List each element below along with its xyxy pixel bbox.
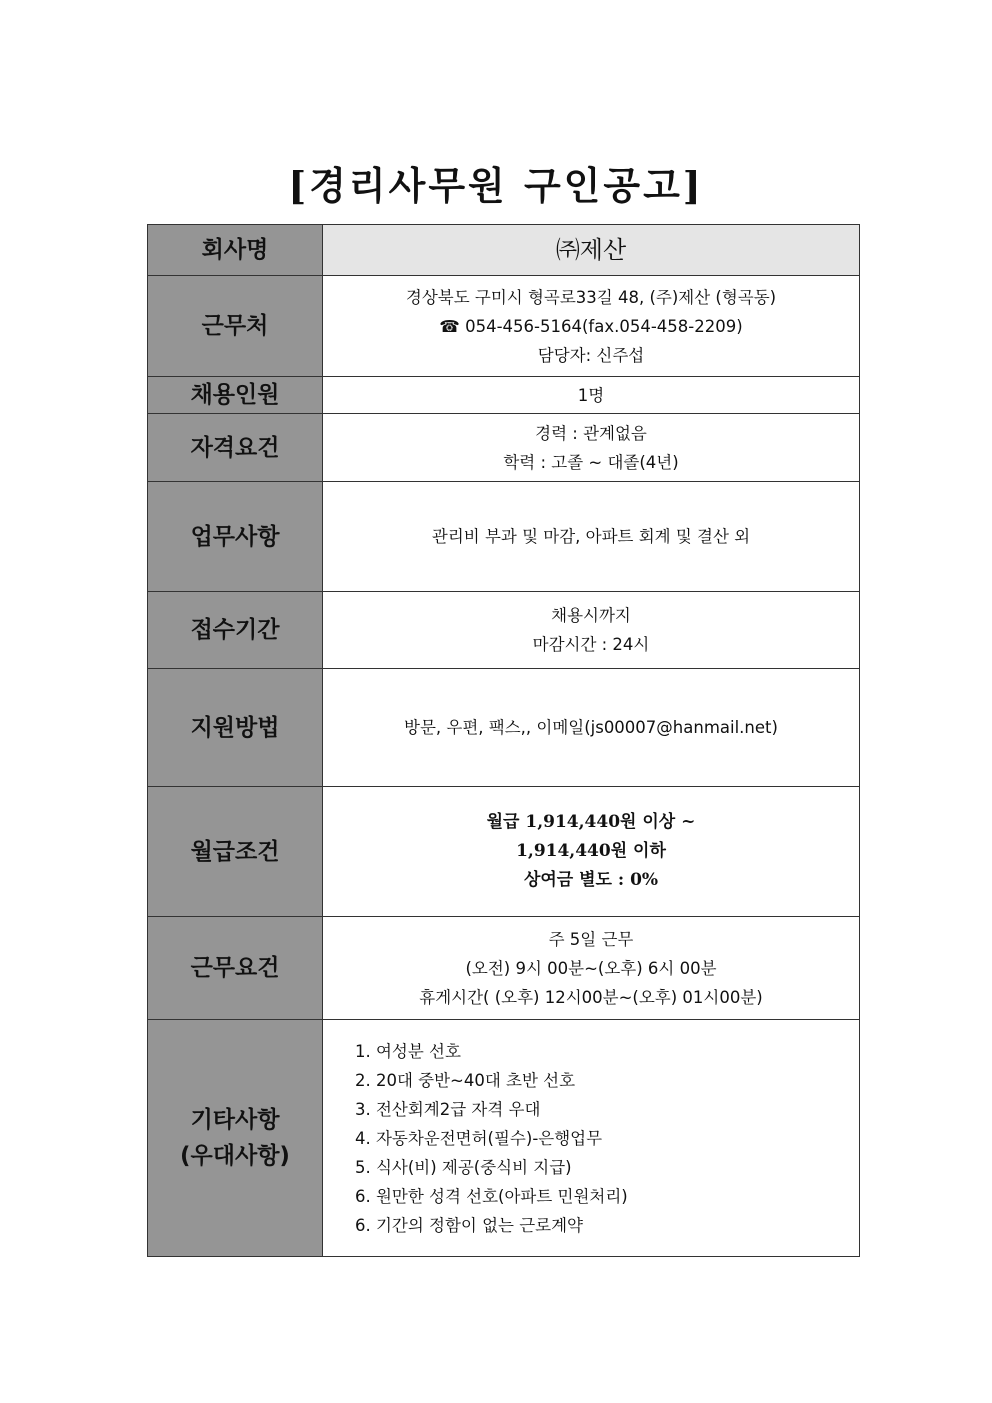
workplace-phone-line — [323, 312, 859, 341]
list-item: 3. 전산회계2급 자격 우대 — [355, 1099, 541, 1119]
value-period — [323, 592, 860, 669]
value-qualification — [323, 414, 860, 482]
label-conditions: 근무요건 — [148, 917, 323, 1020]
period-until: 채용시까지 — [551, 606, 631, 625]
salary-line3: 상여금 별도 : 0% — [523, 870, 659, 890]
qualification-career: 경력 : 관계없음 — [535, 423, 647, 443]
label-salary: 월급조건 — [148, 787, 323, 917]
conditions-line1: 주 5일 근무 — [548, 929, 634, 949]
row-period — [148, 592, 860, 669]
label-etc — [148, 1020, 323, 1257]
label-etc-2: (우대사항) — [180, 1143, 290, 1169]
list-item: 2. 20대 중반~40대 초반 선호 — [355, 1070, 576, 1090]
row-workplace — [148, 276, 860, 377]
row-headcount — [148, 377, 860, 414]
list-item: 6. 원만한 성격 선호(아파트 민원처리) — [355, 1186, 628, 1206]
conditions-line2: (오전) 9시 00분~(오후) 6시 00분 — [465, 958, 717, 978]
value-company: ㈜제산 — [323, 225, 860, 276]
value-etc — [323, 1020, 860, 1257]
value-conditions — [323, 917, 860, 1020]
value-headcount: 1명 — [323, 377, 860, 414]
telephone-icon: ☎ — [439, 316, 460, 336]
qualification-education: 학력 : 고졸 ~ 대졸(4년) — [503, 452, 679, 472]
value-salary — [323, 787, 860, 917]
period-deadline: 마감시간 : 24시 — [532, 635, 650, 654]
value-duties: 관리비 부과 및 마감, 아파트 회계 및 결산 외 — [323, 482, 860, 592]
list-item: 1. 여성분 선호 — [355, 1041, 461, 1061]
list-item: 6. 기간의 정함이 없는 근로계약 — [355, 1215, 583, 1235]
row-method — [148, 669, 860, 787]
label-company: 회사명 — [148, 225, 323, 276]
row-duties — [148, 482, 860, 592]
workplace-contact: 담당자: 신주섭 — [537, 345, 645, 365]
workplace-phone: 054-456-5164(fax.054-458-2209) — [465, 316, 743, 336]
conditions-line3: 휴게시간( (오후) 12시00분~(오후) 01시00분) — [419, 987, 763, 1007]
row-salary — [148, 787, 860, 917]
label-duties: 업무사항 — [148, 482, 323, 592]
list-item: 5. 식사(비) 제공(중식비 지급) — [355, 1157, 572, 1177]
row-company — [148, 225, 860, 276]
salary-line2: 1,914,440원 이하 — [516, 841, 666, 861]
row-qualification — [148, 414, 860, 482]
label-workplace: 근무처 — [148, 276, 323, 377]
row-etc — [148, 1020, 860, 1257]
value-workplace — [323, 276, 860, 377]
row-conditions — [148, 917, 860, 1020]
label-etc-1: 기타사항 — [190, 1107, 280, 1133]
workplace-address: 경상북도 구미시 형곡로33길 48, (주)제산 (형곡동) — [405, 287, 777, 307]
value-method: 방문, 우편, 팩스,, 이메일(js00007@hanmail.net) — [323, 669, 860, 787]
job-posting-table — [147, 224, 860, 1257]
label-method: 지원방법 — [148, 669, 323, 787]
page-title: [경리사무원 구인공고] — [288, 163, 704, 208]
label-headcount: 채용인원 — [148, 377, 323, 414]
label-period: 접수기간 — [148, 592, 323, 669]
label-qualification: 자격요건 — [148, 414, 323, 482]
list-item: 4. 자동차운전면허(필수)-은행업무 — [355, 1128, 603, 1148]
salary-line1: 월급 1,914,440원 이상 ~ — [486, 812, 696, 832]
